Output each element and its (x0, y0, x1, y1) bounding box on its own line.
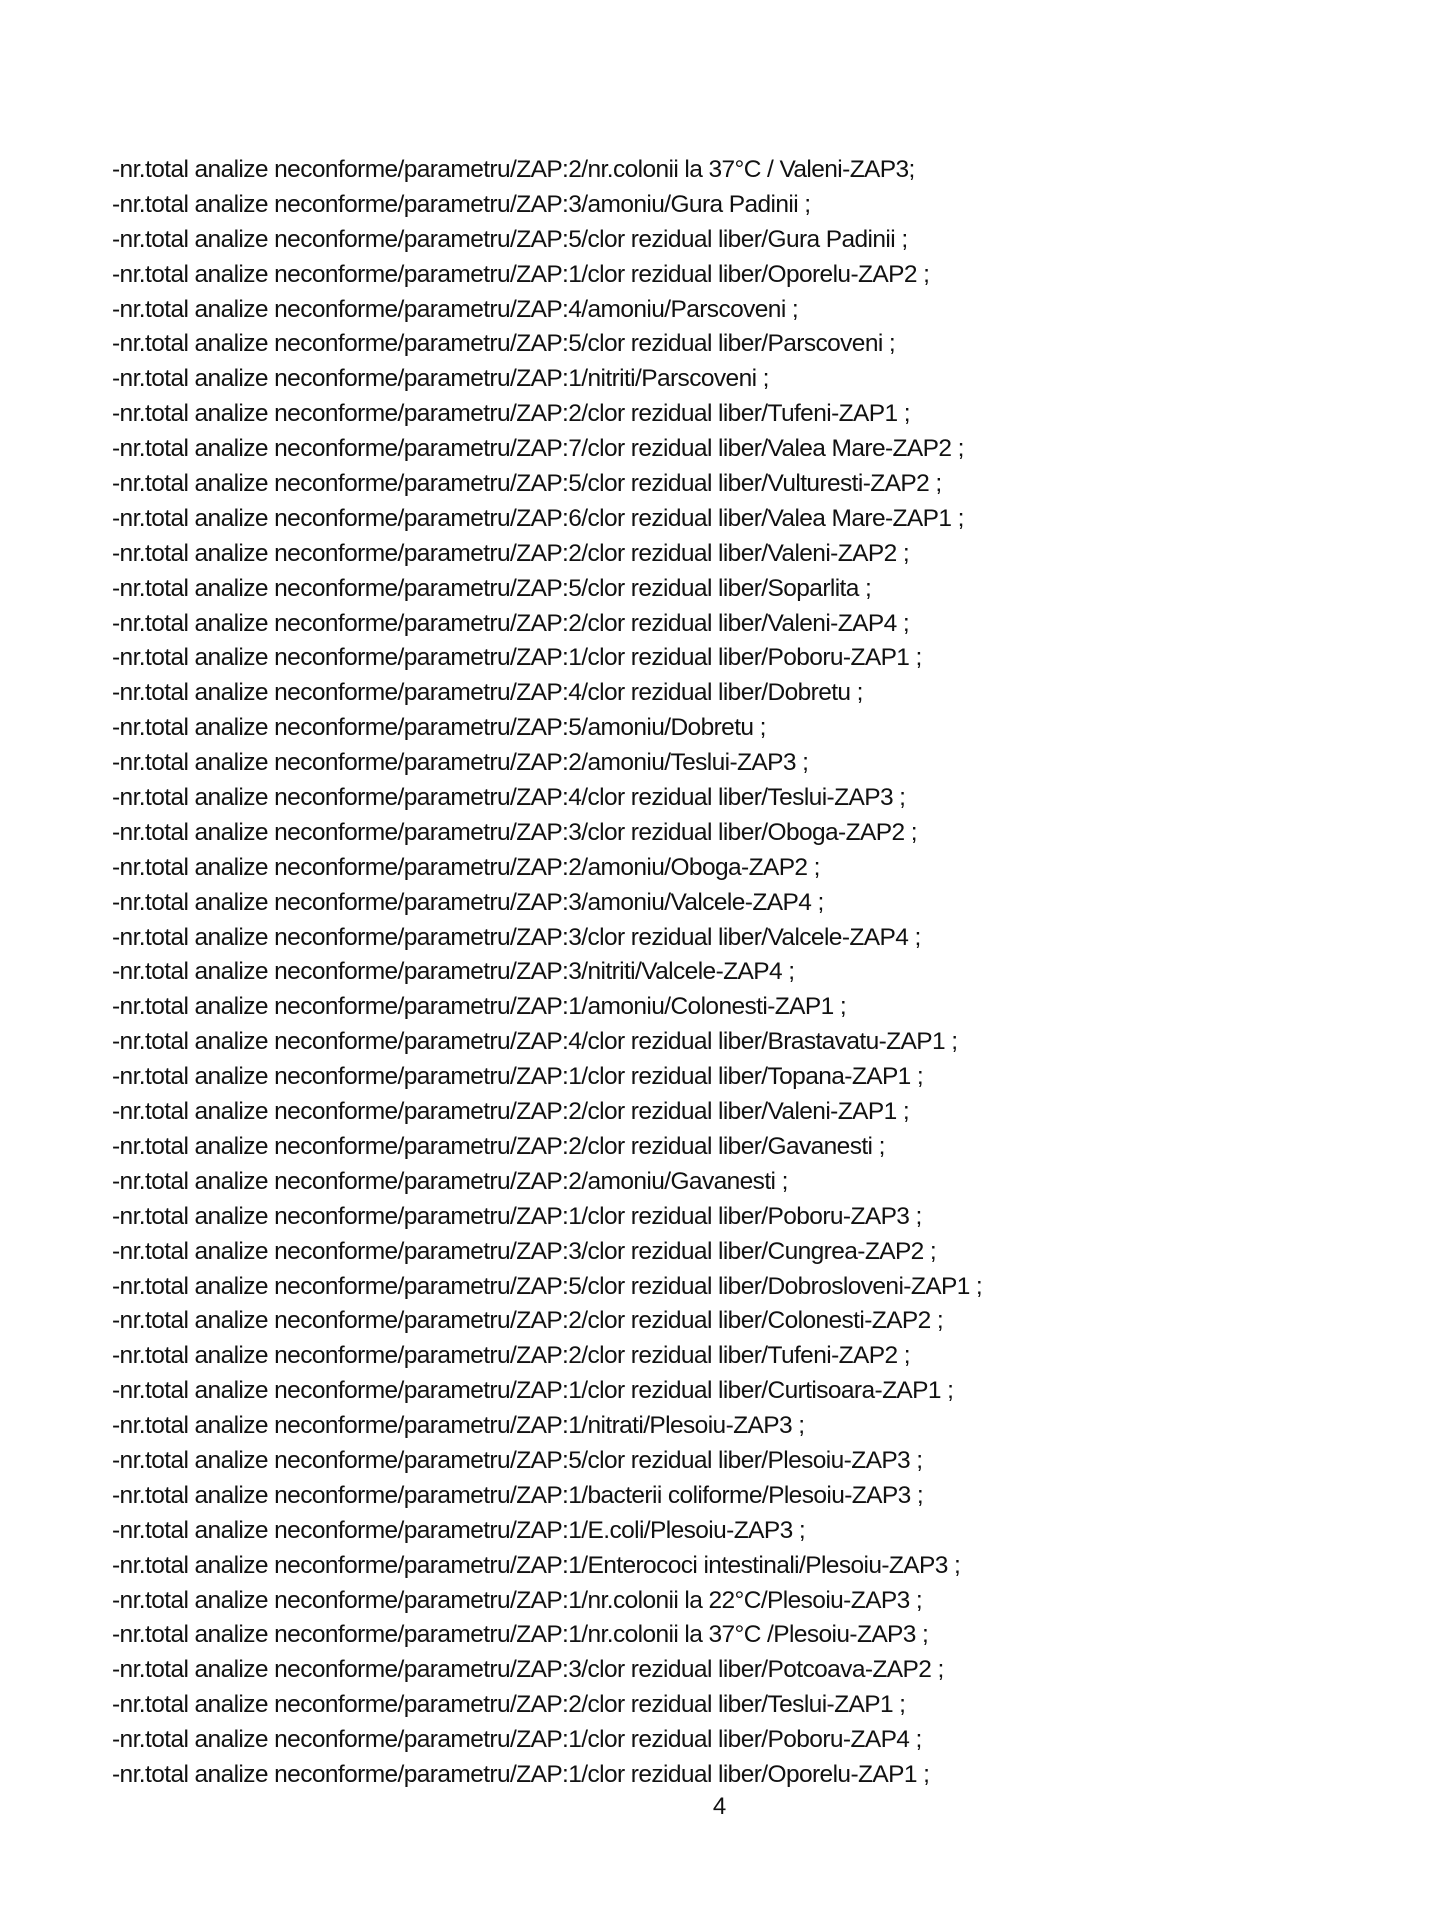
list-item: -nr.total analize neconforme/parametru/ZAP:5/clor rezidual liber/Gura Padinii ; (112, 225, 908, 253)
list-item: -nr.total analize neconforme/parametru/ZAP:5/amoniu/Dobretu ; (112, 714, 766, 742)
list-item: -nr.total analize neconforme/parametru/ZAP:1/bacterii coliforme/Plesoiu-ZAP3 ; (112, 1481, 924, 1509)
list-item: -nr.total analize neconforme/parametru/ZAP:2/nr.colonii la 37°C / Valeni-ZAP3; (112, 156, 915, 183)
list-item: -nr.total analize neconforme/parametru/ZAP:3/nitriti/Valcele-ZAP4 ; (112, 958, 795, 986)
list-item: -nr.total analize neconforme/parametru/ZAP:4/clor rezidual liber/Teslui-ZAP3 ; (112, 784, 906, 812)
list-item: -nr.total analize neconforme/parametru/ZAP:4/clor rezidual liber/Dobretu ; (112, 679, 863, 707)
list-item: -nr.total analize neconforme/parametru/ZAP:2/clor rezidual liber/Valeni-ZAP1 ; (112, 1098, 910, 1126)
list-item: -nr.total analize neconforme/parametru/ZAP:7/clor rezidual liber/Valea Mare-ZAP2 ; (112, 435, 964, 463)
list-item: -nr.total analize neconforme/parametru/ZAP:1/nr.colonii la 37°C /Plesoiu-ZAP3 ; (112, 1621, 929, 1649)
list-item: -nr.total analize neconforme/parametru/ZAP:2/amoniu/Gavanesti ; (112, 1167, 788, 1195)
list-item: -nr.total analize neconforme/parametru/ZAP:1/nitriti/Parscoveni ; (112, 365, 769, 393)
list-item: -nr.total analize neconforme/parametru/ZAP:3/clor rezidual liber/Valcele-ZAP4 ; (112, 923, 921, 951)
list-item: -nr.total analize neconforme/parametru/ZAP:1/Enterococi intestinali/Plesoiu-ZAP3 ; (112, 1551, 961, 1579)
list-item: -nr.total analize neconforme/parametru/ZAP:2/clor rezidual liber/Teslui-ZAP1 ; (112, 1691, 906, 1719)
nonconforming-analyses-list (112, 153, 1362, 1793)
list-item: -nr.total analize neconforme/parametru/ZAP:2/clor rezidual liber/Valeni-ZAP2 ; (112, 539, 910, 567)
list-item: -nr.total analize neconforme/parametru/ZAP:1/clor rezidual liber/Poboru-ZAP3 ; (112, 1202, 922, 1230)
page-number: 4 (712, 1793, 727, 1820)
list-item: -nr.total analize neconforme/parametru/ZAP:3/amoniu/Valcele-ZAP4 ; (112, 888, 824, 916)
list-item: -nr.total analize neconforme/parametru/ZAP:5/clor rezidual liber/Soparlita ; (112, 574, 872, 602)
list-item: -nr.total analize neconforme/parametru/ZAP:1/clor rezidual liber/Curtisoara-ZAP1 ; (112, 1377, 954, 1405)
list-item: -nr.total analize neconforme/parametru/ZAP:1/clor rezidual liber/Poboru-ZAP4 ; (112, 1726, 922, 1754)
list-item: -nr.total analize neconforme/parametru/ZAP:1/nr.colonii la 22°C/Plesoiu-ZAP3 ; (112, 1586, 923, 1614)
list-item: -nr.total analize neconforme/parametru/ZAP:3/clor rezidual liber/Oboga-ZAP2 ; (112, 818, 917, 846)
list-item: -nr.total analize neconforme/parametru/ZAP:2/clor rezidual liber/Gavanesti ; (112, 1132, 885, 1160)
list-item: -nr.total analize neconforme/parametru/ZAP:5/clor rezidual liber/Vulturesti-ZAP2 ; (112, 470, 942, 498)
list-item: -nr.total analize neconforme/parametru/ZAP:2/clor rezidual liber/Colonesti-ZAP2 ; (112, 1307, 944, 1335)
list-item: -nr.total analize neconforme/parametru/ZAP:2/amoniu/Teslui-ZAP3 ; (112, 749, 809, 777)
list-item: -nr.total analize neconforme/parametru/ZAP:3/amoniu/Gura Padinii ; (112, 190, 811, 218)
list-item: -nr.total analize neconforme/parametru/ZAP:1/E.coli/Plesoiu-ZAP3 ; (112, 1516, 806, 1544)
list-item: -nr.total analize neconforme/parametru/ZAP:5/clor rezidual liber/Plesoiu-ZAP3 ; (112, 1446, 923, 1474)
list-item: -nr.total analize neconforme/parametru/ZAP:2/clor rezidual liber/Tufeni-ZAP2 ; (112, 1342, 910, 1370)
list-item: -nr.total analize neconforme/parametru/ZAP:5/clor rezidual liber/Parscoveni ; (112, 330, 896, 358)
list-item: -nr.total analize neconforme/parametru/ZAP:2/clor rezidual liber/Tufeni-ZAP1 ; (112, 400, 910, 428)
list-item: -nr.total analize neconforme/parametru/ZAP:1/clor rezidual liber/Oporelu-ZAP2 ; (112, 260, 930, 288)
list-item: -nr.total analize neconforme/parametru/ZAP:4/clor rezidual liber/Brastavatu-ZAP1 ; (112, 1028, 958, 1056)
list-item: -nr.total analize neconforme/parametru/ZAP:5/clor rezidual liber/Dobrosloveni-ZAP1 ; (112, 1272, 983, 1300)
list-item: -nr.total analize neconforme/parametru/ZAP:1/clor rezidual liber/Oporelu-ZAP1 ; (112, 1760, 930, 1788)
list-item: -nr.total analize neconforme/parametru/ZAP:1/nitrati/Plesoiu-ZAP3 ; (112, 1412, 805, 1440)
list-item: -nr.total analize neconforme/parametru/ZAP:2/clor rezidual liber/Valeni-ZAP4 ; (112, 609, 910, 637)
list-item: -nr.total analize neconforme/parametru/ZAP:2/amoniu/Oboga-ZAP2 ; (112, 853, 820, 881)
list-item: -nr.total analize neconforme/parametru/ZAP:3/clor rezidual liber/Potcoava-ZAP2 ; (112, 1656, 944, 1684)
list-item: -nr.total analize neconforme/parametru/ZAP:6/clor rezidual liber/Valea Mare-ZAP1 ; (112, 504, 964, 532)
list-item: -nr.total analize neconforme/parametru/ZAP:1/clor rezidual liber/Poboru-ZAP1 ; (112, 644, 922, 672)
list-item: -nr.total analize neconforme/parametru/ZAP:1/clor rezidual liber/Topana-ZAP1 ; (112, 1063, 924, 1091)
list-item: -nr.total analize neconforme/parametru/ZAP:3/clor rezidual liber/Cungrea-ZAP2 ; (112, 1237, 937, 1265)
list-item: -nr.total analize neconforme/parametru/ZAP:1/amoniu/Colonesti-ZAP1 ; (112, 993, 847, 1021)
list-item: -nr.total analize neconforme/parametru/ZAP:4/amoniu/Parscoveni ; (112, 295, 799, 323)
